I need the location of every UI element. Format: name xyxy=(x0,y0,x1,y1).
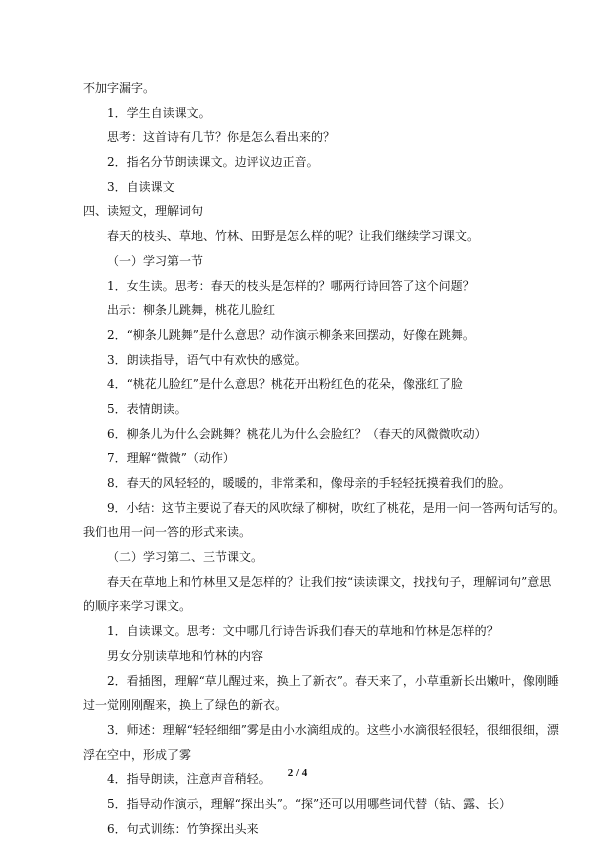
text-line: 的顺序来学习课文。 xyxy=(83,599,192,614)
subsection-heading: （一）学习第一节 xyxy=(107,253,204,268)
text-line: 2．指名分节朗读课文。边评议边正音。 xyxy=(107,155,319,170)
document-body xyxy=(83,76,565,841)
text-line: 春天的枝头、草地、竹林、田野是怎么样的呢？让我们继续学习课文。 xyxy=(107,229,480,244)
text-line: 1．女生读。思考：春天的枝头是怎样的？哪两行诗回答了这个问题？ xyxy=(107,278,475,293)
text-line: 过一觉刚刚醒来，换上了绿色的新衣。 xyxy=(83,698,288,713)
text-line: 1．学生自读课文。 xyxy=(107,105,211,120)
text-line: 9．小结：这节主要说了春天的风吹绿了柳树，吹红了桃花，是用一问一答两句话写的。 xyxy=(107,500,565,515)
text-line: 7．理解“微微”（动作） xyxy=(107,451,235,466)
text-line: 不加字漏字。 xyxy=(83,81,156,95)
text-line: 3．师述：理解“轻轻细细”雾是由小水滴组成的。这些小水滴很轻很轻，很细很细，漂 xyxy=(107,722,559,737)
text-line: 春天在草地上和竹林里又是怎样的？让我们按“读读课文，找找句子，理解词句”意思 xyxy=(107,574,552,589)
text-line: 4．“桃花儿脸红”是什么意思？桃花开出粉红色的花朵，像涨红了脸 xyxy=(107,377,463,392)
page-number: 2 / 4 xyxy=(287,767,308,779)
text-line: 3．自读课文 xyxy=(107,179,175,194)
text-line: 2．看插图，理解“草儿醒过来，换上了新衣”。春天来了，小草重新长出嫩叶，像刚睡 xyxy=(107,673,559,688)
text-line: 6．句式训练：竹笋探出头来 xyxy=(107,821,259,836)
text-line: 2．“柳条儿跳舞”是什么意思？动作演示柳条来回摆动，好像在跳舞。 xyxy=(107,327,475,342)
text-line: 5．表情朗读。 xyxy=(107,401,187,416)
text-line: 1．自读课文。思考：文中哪几行诗告诉我们春天的草地和竹林是怎样的？ xyxy=(107,624,499,639)
text-line: 6．柳条儿为什么会跳舞？桃花儿为什么会脸红？（春天的风微微吹动） xyxy=(107,426,487,441)
text-line: 4．指导朗读，注意声音稍轻。 xyxy=(107,772,271,787)
text-line: 男女分别读草地和竹林的内容 xyxy=(107,648,264,663)
text-line: 思考：这首诗有几节？你是怎么看出来的？ xyxy=(107,130,336,145)
text-line: 浮在空中，形成了雾 xyxy=(83,747,192,762)
subsection-heading: （二）学习第二、三节课文。 xyxy=(107,550,264,565)
text-line: 8．春天的风轻轻的，暖暖的，非常柔和，像母亲的手轻轻抚摸着我们的脸。 xyxy=(107,476,511,490)
text-line: 3．朗读指导，语气中有欢快的感觉。 xyxy=(107,352,307,367)
text-line: 出示：柳条儿跳舞，桃花儿脸红 xyxy=(107,303,276,318)
section-heading: 四、读短文，理解词句 xyxy=(83,204,204,219)
text-line: 5．指导动作演示，理解“探出头”。“探”还可以用哪些词代替（钻、露、长） xyxy=(107,796,512,811)
text-line: 我们也用一问一答的形式来读。 xyxy=(83,525,252,540)
